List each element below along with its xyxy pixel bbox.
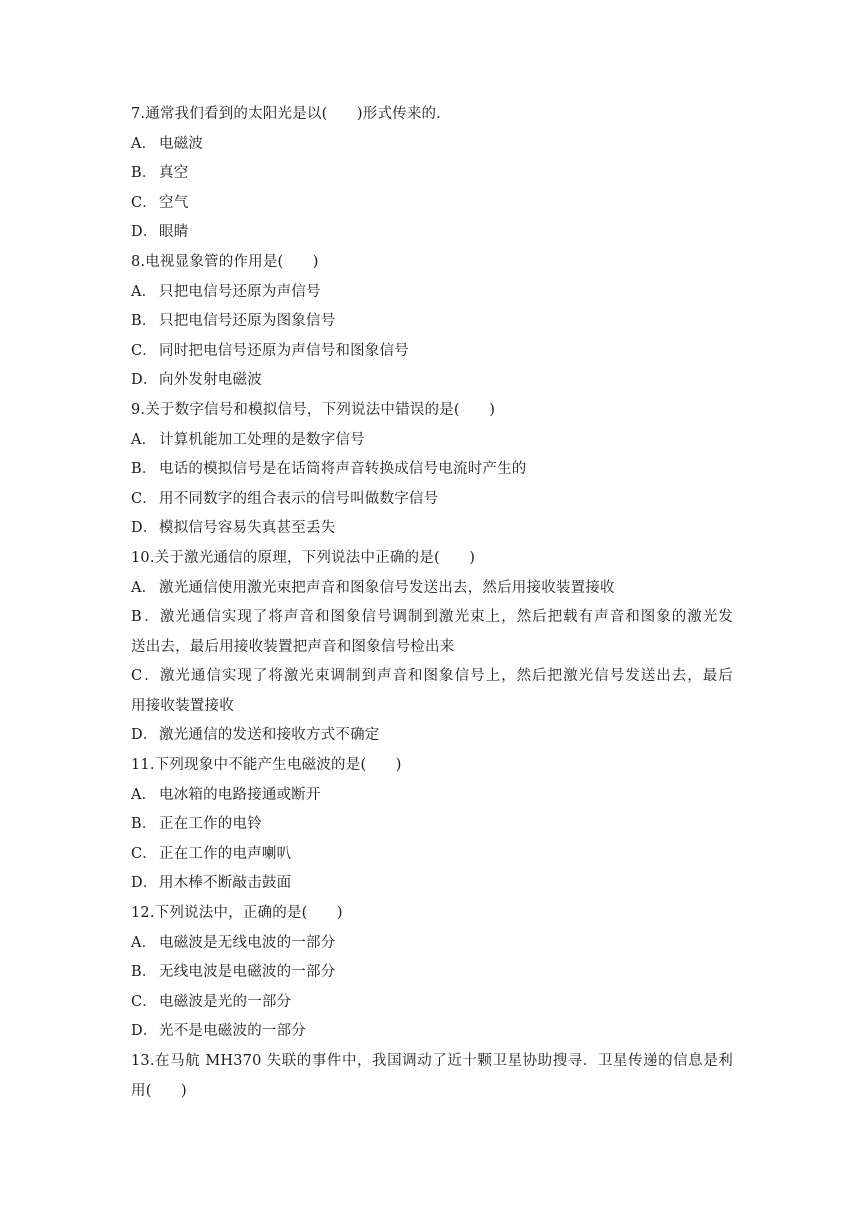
option-letter: D． [131, 1023, 158, 1040]
question-12-stem: 12.下列说法中，正确的是( ) [131, 905, 343, 922]
question-12-option-a[interactable] [131, 929, 733, 959]
question-7-option-d[interactable] [131, 218, 733, 248]
option-text: 只把电信号还原为声信号 [159, 283, 321, 300]
question-9-stem: 9.关于数字信号和模拟信号，下列说法中错误的是( ) [131, 401, 496, 418]
option-text: 电冰箱的电路接通或断开 [159, 786, 321, 803]
option-text: 激光通信的发送和接收方式不确定 [159, 727, 380, 744]
option-letter: C． [131, 845, 157, 862]
question-11-stem: 11.下列现象中不能产生电磁波的是( ) [131, 757, 402, 774]
question-11-option-c[interactable] [131, 840, 733, 870]
option-text: 用木棒不断敲击鼓面 [159, 875, 292, 892]
option-text: 激光通信实现了将声音和图象信号调制到激光束上，然后把载有声音和图象的激光发 [159, 609, 733, 626]
option-letter: A． [131, 431, 157, 448]
question-8-stem: 8.电视显象管的作用是( ) [131, 253, 319, 270]
option-text: 向外发射电磁波 [159, 372, 262, 389]
question-11-option-b[interactable] [131, 810, 733, 840]
question-12-option-b[interactable] [131, 958, 733, 988]
question-10-option-b-continued: 送出去，最后用接收装置把声音和图象信号检出来 [131, 638, 455, 655]
question-7-stem: 7.通常我们看到的太阳光是以( )形式传来的． [131, 106, 451, 122]
option-letter: A． [131, 135, 157, 152]
option-text: 模拟信号容易失真甚至丢失 [159, 520, 336, 537]
option-text: 激光通信使用激光束把声音和图象信号发送出去，然后用接收装置接收 [159, 579, 615, 596]
question-11-option-d[interactable] [131, 869, 733, 899]
option-letter: A． [131, 579, 157, 596]
question-9-option-d[interactable] [131, 514, 733, 544]
question-7-option-a[interactable] [131, 130, 733, 160]
option-letter: D． [131, 875, 158, 892]
option-letter: A． [131, 786, 157, 803]
question-7-option-c[interactable] [131, 189, 733, 219]
option-text: 正在工作的电铃 [159, 816, 262, 833]
question-10-option-c-continued: 用接收装置接收 [131, 697, 234, 714]
option-text: 计算机能加工处理的是数字信号 [159, 431, 365, 448]
question-10-option-b[interactable] [131, 603, 733, 633]
option-letter: B． [131, 816, 157, 833]
question-8-option-c[interactable] [131, 337, 733, 367]
question-list [131, 100, 733, 1106]
option-text: 电磁波是光的一部分 [159, 993, 292, 1010]
question-8-option-b[interactable] [131, 307, 733, 337]
option-letter: D． [131, 224, 158, 241]
option-letter: B． [131, 313, 157, 330]
option-text: 电磁波是无线电波的一部分 [159, 934, 336, 951]
option-letter: B． [131, 461, 157, 478]
question-13-stem-continued: 用( ) [131, 1082, 187, 1099]
option-letter: B． [131, 964, 157, 981]
option-letter: A． [131, 934, 157, 951]
question-10-option-c[interactable] [131, 662, 733, 692]
option-text: 正在工作的电声喇叭 [159, 845, 292, 862]
question-9-option-b[interactable] [131, 455, 733, 485]
option-text: 电话的模拟信号是在话筒将声音转换成信号电流时产生的 [159, 461, 527, 478]
option-text: 只把电信号还原为图象信号 [159, 313, 336, 330]
option-text: 电磁波 [159, 135, 204, 152]
option-text: 同时把电信号还原为声信号和图象信号 [159, 342, 409, 359]
option-letter: D． [131, 372, 158, 389]
option-text: 激光通信实现了将激光束调制到声音和图象信号上，然后把激光信号发送出去，最后 [159, 668, 733, 685]
option-letter: B． [131, 165, 157, 182]
option-letter: A． [131, 283, 157, 300]
question-12-option-c[interactable] [131, 988, 733, 1018]
option-letter: C． [131, 993, 157, 1010]
option-letter: D． [131, 520, 158, 537]
option-text: 空气 [159, 194, 189, 211]
option-text: 用不同数字的组合表示的信号叫做数字信号 [159, 490, 439, 507]
option-text: 真空 [159, 165, 189, 182]
question-13-stem: 13.在马航 MH370 失联的事件中，我国调动了近十颗卫星协助搜寻．卫星传递的信息是利 [131, 1053, 733, 1069]
question-8-option-a[interactable] [131, 278, 733, 308]
option-text: 无线电波是电磁波的一部分 [159, 964, 336, 981]
option-text: 眼睛 [159, 224, 189, 241]
question-11-option-a[interactable] [131, 781, 733, 811]
question-12-option-d[interactable] [131, 1017, 733, 1047]
question-10-stem: 10.关于激光通信的原理，下列说法中正确的是( ) [131, 549, 476, 566]
option-letter: C． [131, 668, 159, 685]
option-letter: C． [131, 342, 157, 359]
option-letter: C． [131, 194, 157, 211]
option-text: 光不是电磁波的一部分 [159, 1023, 306, 1040]
question-7-option-b[interactable] [131, 159, 733, 189]
option-letter: D． [131, 727, 158, 744]
question-9-option-c[interactable] [131, 485, 733, 515]
option-letter: B． [131, 609, 159, 626]
question-10-option-a[interactable] [131, 574, 733, 604]
question-9-option-a[interactable] [131, 426, 733, 456]
question-10-option-d[interactable] [131, 721, 733, 751]
option-letter: C． [131, 490, 157, 507]
question-8-option-d[interactable] [131, 366, 733, 396]
